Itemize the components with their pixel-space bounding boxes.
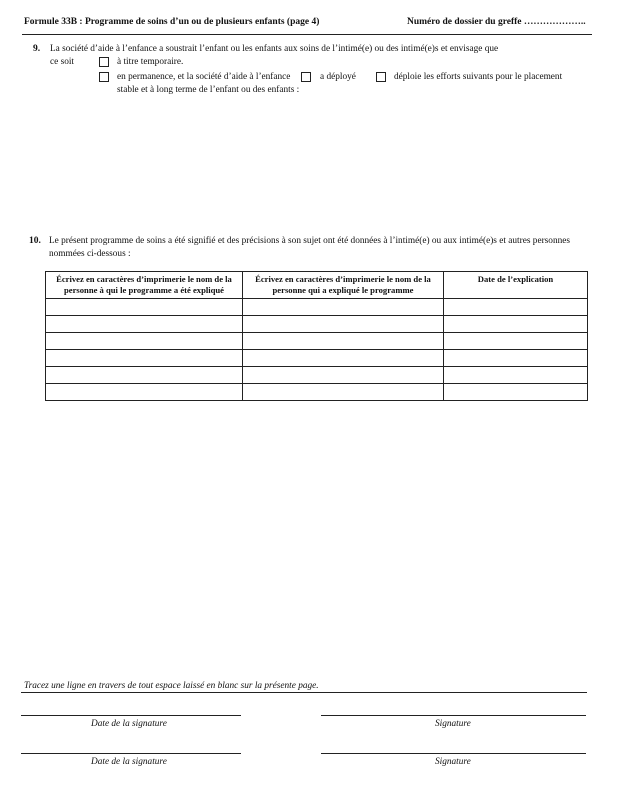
signature-date-label-2: Date de la signature bbox=[91, 757, 167, 767]
deploying-label: déploie les efforts suivants pour le placement bbox=[394, 72, 563, 82]
permanent-label: en permanence, et la société d’aide à l’enfance bbox=[117, 72, 291, 82]
blank-space-note: Tracez une ligne en travers de tout espace laissé en blanc sur la présente page. bbox=[24, 681, 319, 691]
table-row bbox=[46, 333, 588, 350]
permanent-checkbox[interactable] bbox=[99, 72, 109, 82]
file-number-label: Numéro de dossier du greffe ……………….. bbox=[407, 17, 586, 27]
section-10-text-cont: nommées ci-dessous : bbox=[49, 249, 131, 259]
col-header-recipient: Écrivez en caractères d’imprimerie le nom de la personne à qui le programme a été expliqué bbox=[46, 272, 243, 299]
recipient-cell[interactable] bbox=[46, 384, 243, 401]
recipient-cell[interactable] bbox=[46, 367, 243, 384]
explainer-cell[interactable] bbox=[243, 350, 444, 367]
explainer-cell[interactable] bbox=[243, 384, 444, 401]
temporary-label: à titre temporaire. bbox=[117, 57, 184, 67]
explanation-table bbox=[45, 271, 588, 401]
section-10-number: 10. bbox=[29, 236, 41, 246]
table-row bbox=[46, 384, 588, 401]
explainer-cell[interactable] bbox=[243, 316, 444, 333]
placement-continuation: stable et à long terme de l’enfant ou des enfants : bbox=[117, 85, 300, 95]
signature-date-label-1: Date de la signature bbox=[91, 719, 167, 729]
date-cell[interactable] bbox=[444, 384, 588, 401]
header-divider bbox=[22, 34, 592, 35]
signature-label-2: Signature bbox=[435, 757, 471, 767]
explainer-cell[interactable] bbox=[243, 299, 444, 316]
recipient-cell[interactable] bbox=[46, 299, 243, 316]
recipient-cell[interactable] bbox=[46, 316, 243, 333]
date-cell[interactable] bbox=[444, 316, 588, 333]
date-cell[interactable] bbox=[444, 350, 588, 367]
explainer-cell[interactable] bbox=[243, 367, 444, 384]
col-header-explainer: Écrivez en caractères d’imprimerie le nom de la personne qui a expliqué le programme bbox=[243, 272, 444, 299]
signature-date-line-1[interactable] bbox=[21, 715, 241, 716]
table-row bbox=[46, 350, 588, 367]
table-row bbox=[46, 367, 588, 384]
signature-line-2[interactable] bbox=[321, 753, 586, 754]
table-row bbox=[46, 299, 588, 316]
signature-label-1: Signature bbox=[435, 719, 471, 729]
deployed-checkbox[interactable] bbox=[301, 72, 311, 82]
recipient-cell[interactable] bbox=[46, 350, 243, 367]
table-row bbox=[46, 316, 588, 333]
section-9-lead: ce soit bbox=[50, 57, 75, 67]
deployed-label: a déployé bbox=[320, 72, 356, 82]
placement-efforts-field[interactable] bbox=[117, 100, 587, 220]
deploying-checkbox[interactable] bbox=[376, 72, 386, 82]
date-cell[interactable] bbox=[444, 367, 588, 384]
signature-date-line-2[interactable] bbox=[21, 753, 241, 754]
date-cell[interactable] bbox=[444, 299, 588, 316]
form-title: Formule 33B : Programme de soins d’un ou de plusieurs enfants (page 4) bbox=[24, 17, 320, 27]
recipient-cell[interactable] bbox=[46, 333, 243, 350]
date-cell[interactable] bbox=[444, 333, 588, 350]
signature-line-1[interactable] bbox=[321, 715, 586, 716]
explainer-cell[interactable] bbox=[243, 333, 444, 350]
temporary-checkbox[interactable] bbox=[99, 57, 109, 67]
section-9-number: 9. bbox=[33, 44, 41, 54]
col-header-date: Date de l’explication bbox=[444, 272, 588, 299]
footer-divider bbox=[21, 692, 587, 693]
section-10-text: Le présent programme de soins a été signifié et des précisions à son sujet ont été données à l’intimé(e) ou aux intimé(e)s et autres personnes bbox=[49, 236, 570, 246]
section-9-text: La société d’aide à l’enfance a soustrait l’enfant ou les enfants aux soins de l’intimé(e) ou des intimé(e)s et envisage que bbox=[50, 44, 499, 54]
